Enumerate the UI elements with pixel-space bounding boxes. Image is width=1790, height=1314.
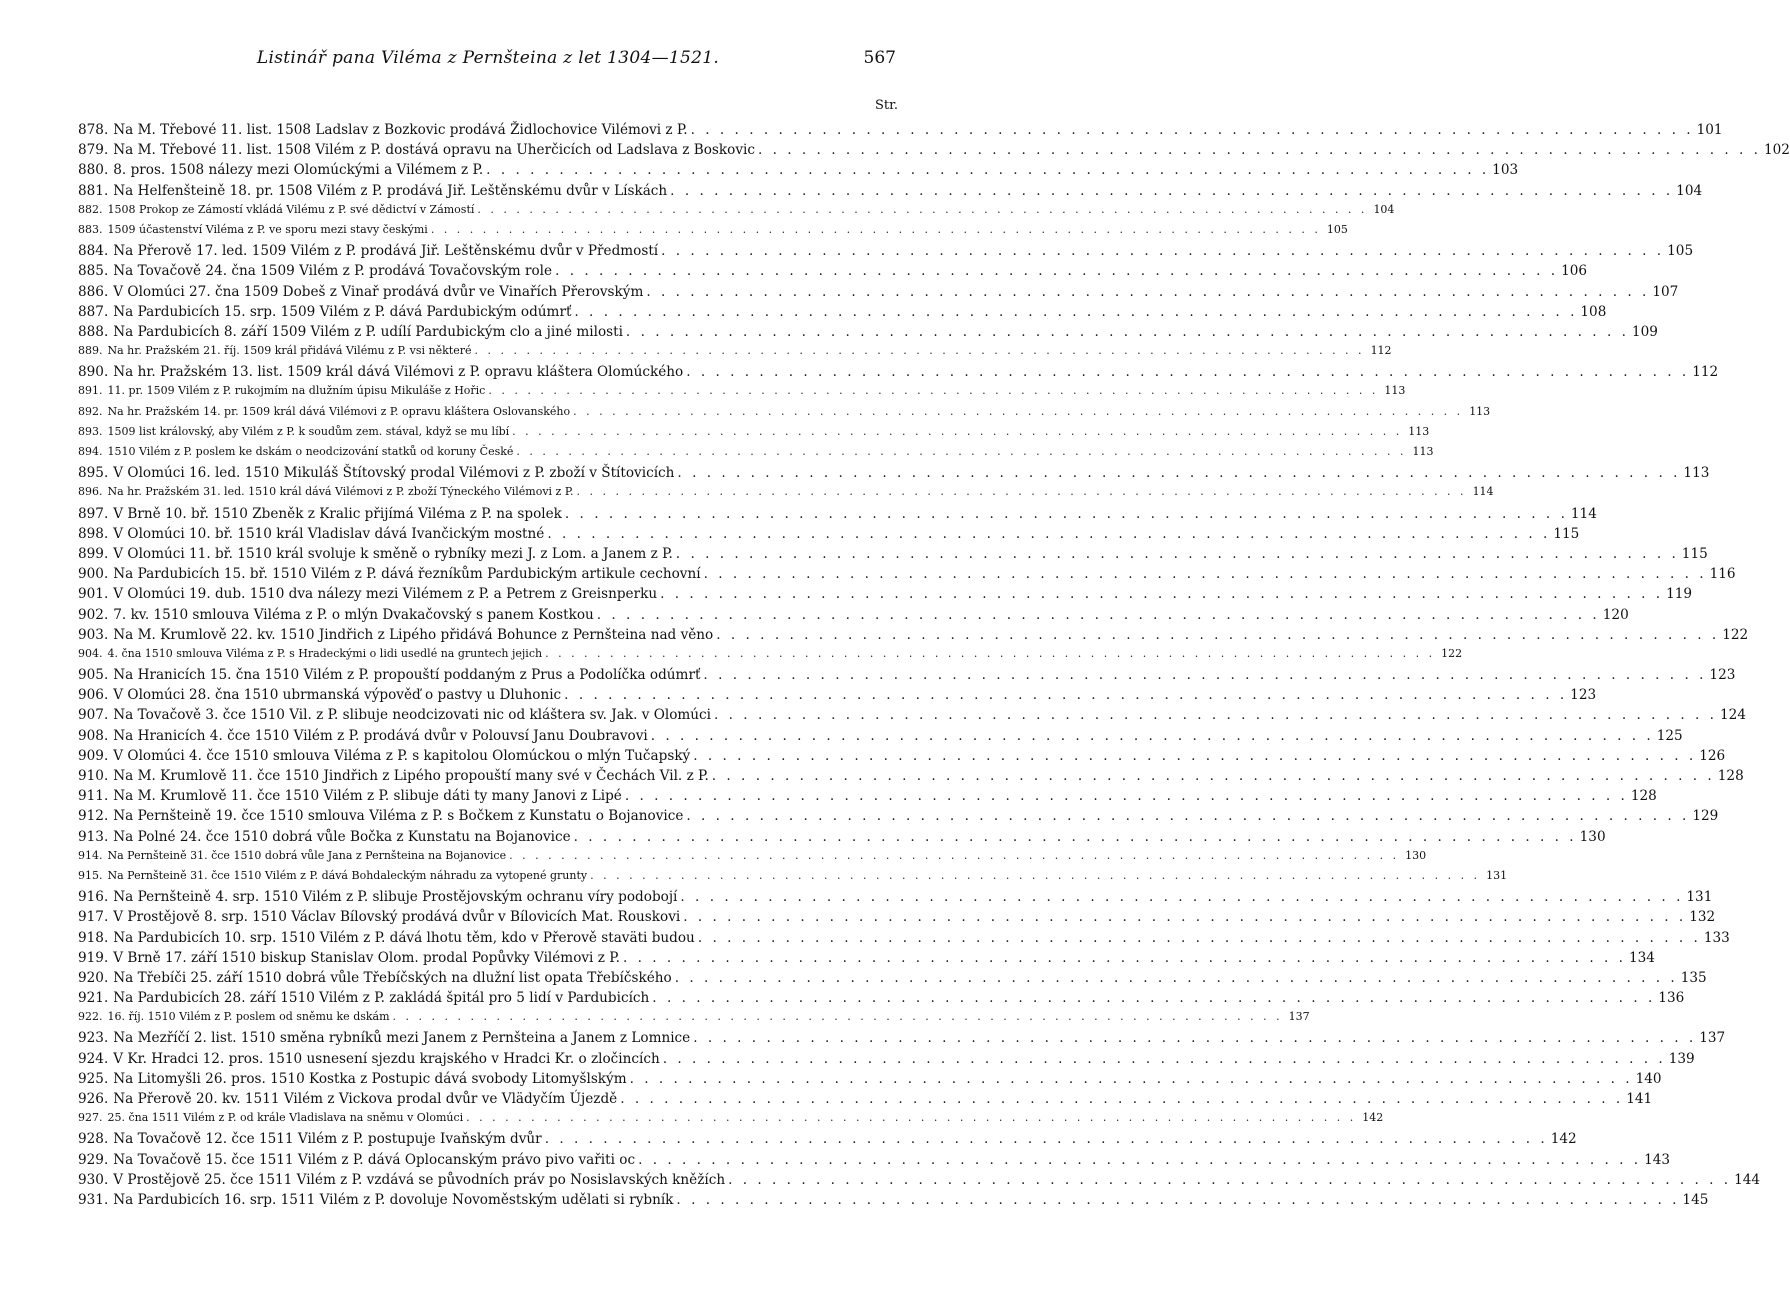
dot-leader [698, 930, 1701, 946]
entry-description: V Olomúci 19. dub. 1510 dva nálezy mezi Vilémem z P. a Petrem z Greisnperku [113, 586, 658, 603]
dot-leader [676, 546, 1679, 562]
toc-entry [78, 445, 1434, 465]
toc-entry [78, 687, 1597, 707]
entry-number: 908. [78, 727, 109, 744]
toc-entry [78, 828, 1606, 849]
entry-description: V Olomúci 4. čce 1510 smlouva Viléma z P. s kapitolou Olomúckou o mlýn Tučapský [113, 747, 691, 764]
entry-page: 104 [1676, 182, 1703, 199]
toc-entry [78, 182, 1703, 203]
dot-leader [512, 425, 1402, 438]
toc-entry [78, 545, 1708, 566]
entry-description: 1509 účastenství Viléma z P. ve sporu mezi stavy českými [107, 222, 428, 236]
entry-page: 114 [1570, 505, 1597, 522]
entry-number: 924. [78, 1050, 109, 1067]
dot-leader [686, 364, 1689, 380]
entry-page: 139 [1668, 1050, 1695, 1067]
toc-entry [78, 727, 1683, 748]
dot-leader [663, 1051, 1666, 1067]
dot-leader [547, 526, 1550, 542]
entry-description: Na Tovačově 3. čce 1510 Vil. z P. slibuje neodcizovati nic od kláštera sv. Jak. v Olomúci [113, 707, 712, 724]
entry-page: 144 [1734, 1171, 1761, 1188]
toc-entry [78, 525, 1580, 546]
toc-entry [78, 243, 1694, 263]
entry-number: 931. [78, 1191, 109, 1208]
entry-number: 911. [78, 788, 109, 805]
dot-leader [477, 203, 1367, 216]
toc-entry [78, 990, 1685, 1010]
dot-leader [573, 405, 1463, 418]
entry-description: Na Pardubicích 16. srp. 1511 Vilém z P. dovoluje Novoměstským udělati si rybník [113, 1191, 674, 1208]
entry-number: 882. [78, 202, 103, 216]
dot-leader [626, 324, 1629, 340]
dot-leader [620, 1091, 1623, 1107]
entry-page: 113 [1469, 404, 1491, 418]
entry-description: Na Třebíči 25. září 1510 dobrá vůle Třebíčských na dlužní list opata Třebíčského [113, 969, 672, 986]
dot-leader [488, 384, 1378, 397]
toc-entry [78, 485, 1494, 505]
toc-entry [78, 142, 1790, 162]
entry-page: 113 [1408, 424, 1430, 438]
dot-leader [565, 506, 1568, 522]
entry-description: Na Mezříčí 2. list. 1510 směna rybníků mezi Janem z Pernšteina a Janem z Lomnice [113, 1030, 691, 1047]
entry-description: 11. pr. 1509 Vilém z P. rukojmím na dlužním úpisu Mikuláše z Hořic [107, 384, 486, 398]
dot-leader [545, 1131, 1548, 1147]
entry-number: 879. [78, 142, 109, 159]
entry-number: 907. [78, 707, 109, 724]
entry-page: 112 [1692, 364, 1719, 381]
toc-entry [78, 202, 1395, 223]
entry-description: Na Tovačově 24. čna 1509 Vilém z P. prodává Tovačovským role [113, 263, 553, 280]
entry-number: 920. [78, 969, 109, 986]
dot-leader [660, 586, 1663, 602]
toc-entry [78, 969, 1707, 990]
toc-entry [78, 1151, 1671, 1172]
toc-entry [78, 889, 1713, 909]
entry-number: 904. [78, 646, 103, 660]
dot-leader [564, 687, 1567, 703]
entry-description: Na Hranicích 15. čna 1510 Vilém z P. propouští poddaným z Prus a Podolíčka odúmrť [113, 667, 701, 684]
entry-page: 142 [1550, 1131, 1577, 1148]
entry-page: 105 [1667, 243, 1694, 260]
toc-entry [78, 949, 1655, 970]
dot-leader [574, 829, 1577, 845]
entry-description: Na Hranicích 4. čce 1510 Vilém z P. prodává dvůr v Polouvsí Janu Doubravovi [113, 727, 648, 744]
toc-entry [78, 788, 1657, 808]
dot-leader [675, 970, 1678, 986]
entry-page: 143 [1644, 1151, 1671, 1168]
entry-description: V Brně 17. září 1510 biskup Stanislav Olom. prodal Popůvky Vilémovi z P. [113, 949, 620, 966]
toc-entry [78, 1010, 1310, 1030]
entry-description: Na M. Třebové 11. list. 1508 Ladslav z Bozkovic prodává Židlochovice Vilémovi z P. [113, 122, 688, 138]
entry-description: Na Helfenšteině 18. pr. 1508 Vilém z P. prodává Jiř. Leštěnskému dvůr v Lískách [113, 182, 668, 199]
entry-page: 105 [1326, 222, 1348, 236]
entry-page: 128 [1717, 768, 1744, 784]
entry-page: 136 [1658, 990, 1685, 1007]
entry-number: 928. [78, 1131, 109, 1148]
dot-leader [577, 485, 1467, 498]
toc-entry [78, 646, 1463, 667]
entry-number: 915. [78, 868, 103, 882]
entry-number: 881. [78, 182, 109, 199]
entry-number: 914. [78, 848, 103, 862]
toc-entry [78, 424, 1430, 445]
dot-leader [590, 869, 1480, 882]
entry-number: 887. [78, 303, 109, 320]
entry-number: 922. [78, 1010, 103, 1024]
dot-leader [677, 465, 1680, 481]
entry-description: V Olomúci 16. led. 1510 Mikuláš Štítovský prodal Vilémovi z P. zboží v Štítovicích [113, 465, 675, 482]
entry-number: 888. [78, 323, 109, 340]
entry-number: 905. [78, 667, 109, 684]
entry-number: 886. [78, 283, 109, 300]
dot-leader [597, 607, 1600, 623]
toc-entry [78, 283, 1679, 304]
entry-number: 894. [78, 445, 103, 458]
dot-leader [714, 707, 1717, 723]
entry-description: 16. říj. 1510 Vilém z P. poslem od sněmu ke dskám [107, 1010, 390, 1024]
entry-number: 906. [78, 687, 109, 704]
entry-number: 903. [78, 626, 109, 643]
entry-page: 113 [1384, 384, 1406, 398]
toc-entry [78, 848, 1427, 869]
entry-number: 890. [78, 364, 109, 381]
entry-number: 896. [78, 485, 103, 499]
entry-description: Na Pernšteině 31. čce 1510 dobrá vůle Jana z Pernšteina na Bojanovice [107, 848, 507, 862]
toc-entry [78, 566, 1736, 586]
dot-leader [693, 1030, 1696, 1046]
entry-description: Na M. Třebové 11. list. 1508 Vilém z P. dostává opravu na Uherčicích od Ladslava z Boskovic [113, 142, 755, 159]
entry-number: 893. [78, 424, 103, 438]
entry-number: 923. [78, 1030, 109, 1047]
dot-leader [703, 667, 1706, 683]
entry-page: 125 [1656, 727, 1683, 744]
entry-description: Na Pernšteině 4. srp. 1510 Vilém z P. slibuje Prostějovským ochranu víry podobojí [113, 889, 678, 906]
toc-entry [78, 162, 1519, 182]
toc-entry [78, 344, 1392, 364]
entry-page: 115 [1681, 545, 1708, 562]
entry-page: 130 [1579, 828, 1606, 845]
toc-entry [78, 303, 1607, 324]
entry-page: 131 [1486, 868, 1508, 882]
toc-entry [78, 909, 1716, 929]
entry-number: 919. [78, 949, 109, 966]
dot-leader [728, 1172, 1731, 1188]
entry-description: Na hr. Pražském 21. říj. 1509 král přidává Vilému z P. vsi některé [107, 344, 472, 358]
entry-description: V Brně 10. bř. 1510 Zbeněk z Kralic přijímá Viléma z P. na spolek [113, 505, 562, 522]
entry-number: 925. [78, 1070, 109, 1087]
entry-description: V Olomúci 27. čna 1509 Dobeš z Vinař prodává dvůr ve Vinařích Přerovským [113, 283, 644, 300]
entry-number: 926. [78, 1091, 109, 1107]
toc-entry [78, 1131, 1577, 1151]
toc-entry [78, 222, 1348, 243]
entry-description: Na Tovačově 15. čce 1511 Vilém z P. dává Oplocanským právo pivo vařiti oc [113, 1151, 636, 1168]
dot-leader [652, 990, 1655, 1006]
entry-description: Na Litomyšli 26. pros. 1510 Kostka z Postupic dává svobody Litomyšlským [113, 1070, 627, 1087]
entry-description: 4. čna 1510 smlouva Viléma z P. s Hradeckými o lidi usedlé na gruntech jejich [107, 646, 543, 660]
entry-description: Na Přerově 20. kv. 1511 Vilém z Vickova prodal dvůr ve Vlädyčím Újezdě [113, 1091, 618, 1107]
entry-page: 113 [1412, 445, 1434, 458]
entry-description: Na M. Krumlově 11. čce 1510 Jindřich z Lipého propouští many své v Čechách Vil. z P. [113, 768, 709, 784]
entry-description: Na hr. Pražském 31. led. 1510 král dává Vilémovi z P. zboží Týneckého Vilémovi z P. [107, 485, 574, 499]
entry-number: 898. [78, 525, 109, 542]
dot-leader [466, 1111, 1356, 1124]
dot-leader [661, 243, 1664, 259]
entry-number: 902. [78, 606, 109, 623]
entry-number: 884. [78, 243, 109, 260]
entry-page: 109 [1631, 323, 1658, 340]
dot-leader [683, 909, 1686, 925]
toc-entry [78, 626, 1749, 647]
dot-leader [545, 647, 1435, 660]
dot-leader [646, 284, 1649, 300]
entry-number: 913. [78, 828, 109, 845]
entry-description: 25. čna 1511 Vilém z P. od krále Vladislava na sněmu v Olomúci [107, 1111, 464, 1125]
toc-entry [78, 606, 1629, 627]
entry-page: 124 [1720, 707, 1746, 724]
entry-page: 104 [1373, 202, 1395, 216]
entry-number: 880. [78, 162, 109, 179]
dot-leader [686, 808, 1689, 824]
entry-page: 123 [1570, 687, 1597, 704]
toc-entry [78, 505, 1597, 526]
entry-page: 134 [1628, 949, 1655, 966]
entry-description: V Olomúci 11. bř. 1510 král svoluje k směně o rybníky mezi J. z Lom. a Janem z P. [113, 545, 673, 562]
dot-leader [651, 728, 1654, 744]
entry-description: Na M. Krumlově 22. kv. 1510 Jindřich z Lipého přidává Bohunce z Pernšteina nad věno [113, 626, 714, 643]
entry-description: 1509 list královský, aby Vilém z P. k soudům zem. stával, když se mu líbí [107, 424, 510, 438]
entry-page: 113 [1683, 465, 1710, 482]
page-header [78, 48, 898, 74]
entry-number: 918. [78, 929, 109, 946]
dot-leader [555, 263, 1558, 279]
toc-entry [78, 1050, 1695, 1071]
entry-number: 891. [78, 384, 103, 398]
toc-entry [78, 1171, 1761, 1192]
entry-number: 930. [78, 1171, 109, 1188]
entry-description: Na Pernšteině 31. čce 1510 Vilém z P. dává Bohdaleckým náhradu za vytopené grunty [107, 868, 588, 882]
entry-description: Na Pardubicích 28. září 1510 Vilém z P. zakládá špitál pro 5 lidí v Pardubicích [113, 990, 650, 1007]
toc-entry [78, 1111, 1384, 1131]
dot-leader [393, 1010, 1283, 1023]
entry-page: 116 [1709, 566, 1736, 583]
toc-entry [78, 122, 1723, 142]
entry-page: 142 [1362, 1111, 1384, 1125]
entry-page: 106 [1561, 263, 1588, 280]
toc-entry [78, 1070, 1662, 1091]
entry-page: 119 [1666, 586, 1693, 603]
dot-leader [516, 445, 1406, 458]
toc-entry [78, 465, 1710, 485]
running-title: Listinář pana Viléma z Pernšteina z let 1304—1521. [256, 48, 720, 68]
dot-leader [716, 627, 1719, 643]
dot-leader [431, 223, 1321, 236]
entry-page: 114 [1472, 485, 1494, 499]
entry-description: V Olomúci 28. čna 1510 ubrmanská výpověď o pastvy u Dluhonic [113, 687, 562, 704]
entry-description: Na hr. Pražském 14. pr. 1509 král dává Vilémovi z P. opravu kláštera Oslovanského [107, 404, 571, 418]
table-of-contents [78, 122, 1790, 1212]
dot-leader [670, 183, 1673, 199]
entry-description: Na Pardubicích 15. srp. 1509 Vilém z P. dává Pardubickým odúmrť [113, 303, 572, 320]
entry-description: Na Pardubicích 15. bř. 1510 Vilém z P. dává řezníkům Pardubickým artikule cechovní [113, 566, 701, 583]
dot-leader [758, 142, 1761, 158]
entry-number: 927. [78, 1111, 103, 1125]
entry-description: 1508 Prokop ze Zámostí vkládá Vilému z P. své dědictví v Zámostí [107, 202, 475, 216]
entry-description: Na M. Krumlově 11. čce 1510 Vilém z P. slibuje dáti ty many Janovi z Lipé [113, 788, 622, 805]
entry-page: 145 [1682, 1191, 1709, 1208]
entry-description: V Prostějově 25. čce 1511 Vilém z P. vzdává se původních práv po Nosislavských kněžích [113, 1171, 726, 1188]
entry-page: 123 [1709, 667, 1736, 684]
entry-description: Na Tovačově 12. čce 1511 Vilém z P. postupuje Ivaňským dvůr [113, 1131, 542, 1148]
page-column-heading: Str. [874, 98, 898, 113]
entry-description: Na Pernšteině 19. čce 1510 smlouva Viléma z P. s Bočkem z Kunstatu o Bojanovice [113, 808, 684, 825]
entry-page: 101 [1696, 122, 1723, 138]
toc-entry [78, 747, 1726, 768]
entry-page: 141 [1626, 1091, 1653, 1107]
entry-number: 878. [78, 122, 109, 138]
entry-page: 128 [1630, 788, 1657, 805]
dot-leader [680, 889, 1683, 905]
entry-description: Na hr. Pražském 13. list. 1509 král dává Vilémovi z P. opravu kláštera Olomúckého [113, 364, 684, 381]
toc-entry [78, 808, 1719, 828]
entry-number: 897. [78, 505, 109, 522]
dot-leader [486, 162, 1489, 178]
entry-page: 122 [1441, 646, 1463, 660]
toc-entry [78, 1091, 1653, 1111]
entry-number: 921. [78, 990, 109, 1007]
entry-number: 899. [78, 545, 109, 562]
entry-number: 901. [78, 586, 109, 603]
entry-page: 137 [1699, 1030, 1726, 1047]
dot-leader [574, 304, 1577, 320]
toc-entry [78, 667, 1736, 687]
dot-leader [638, 1152, 1641, 1168]
entry-number: 929. [78, 1151, 109, 1168]
entry-page: 130 [1405, 848, 1427, 862]
toc-entry [78, 768, 1744, 788]
entry-page: 103 [1492, 162, 1519, 179]
entry-number: 912. [78, 808, 109, 825]
entry-number: 883. [78, 222, 103, 236]
toc-entry [78, 868, 1508, 889]
entry-page: 126 [1699, 747, 1726, 764]
dot-leader [625, 788, 1628, 804]
entry-number: 895. [78, 465, 109, 482]
entry-description: 1510 Vilém z P. poslem ke dskám o neodcizování statků od koruny České [107, 445, 514, 458]
entry-number: 909. [78, 747, 109, 764]
entry-page: 129 [1692, 808, 1719, 825]
entry-description: Na Pardubicích 8. září 1509 Vilém z P. udílí Pardubickým clo a jiné milosti [113, 323, 623, 340]
entry-number: 885. [78, 263, 109, 280]
entry-number: 916. [78, 889, 109, 906]
dot-leader [693, 748, 1696, 764]
dot-leader [676, 1192, 1679, 1208]
toc-entry [78, 364, 1719, 384]
entry-description: Na Pardubicích 10. srp. 1510 Vilém z P. dává lhotu těm, kdo v Přerově staväti budou [113, 929, 695, 946]
entry-page: 137 [1288, 1010, 1310, 1024]
toc-entry [78, 404, 1491, 425]
toc-entry [78, 707, 1746, 727]
dot-leader [475, 344, 1365, 357]
toc-entry [78, 323, 1658, 344]
entry-page: 131 [1686, 889, 1713, 906]
entry-page: 102 [1763, 142, 1790, 159]
entry-description: V Olomúci 10. bř. 1510 král Vladislav dává Ivančickým mostné [113, 525, 545, 542]
entry-description: Na Přerově 17. led. 1509 Vilém z P. prodává Jiř. Leštěnskému dvůr v Předmostí [113, 243, 659, 260]
entry-number: 892. [78, 404, 103, 418]
entry-page: 120 [1602, 606, 1629, 623]
dot-leader [691, 122, 1694, 138]
entry-description: 8. pros. 1508 nálezy mezi Olomúckými a Vilémem z P. [113, 162, 484, 179]
toc-entry [78, 263, 1588, 283]
entry-page: 115 [1553, 525, 1580, 542]
entry-page: 133 [1703, 929, 1730, 946]
dot-leader [623, 950, 1626, 966]
page-number: 567 [863, 48, 896, 68]
dot-leader [712, 768, 1715, 784]
entry-page: 122 [1722, 626, 1749, 643]
entry-description: 7. kv. 1510 smlouva Viléma z P. o mlýn Dvakačovský s panem Kostkou [113, 606, 594, 623]
entry-page: 140 [1635, 1070, 1662, 1087]
entry-page: 112 [1370, 344, 1392, 358]
toc-entry [78, 1030, 1726, 1050]
toc-entry [78, 1191, 1709, 1212]
entry-number: 910. [78, 768, 109, 784]
entry-number: 917. [78, 909, 109, 926]
dot-leader [630, 1071, 1633, 1087]
entry-description: V Kr. Hradci 12. pros. 1510 usnesení sjezdu krajského v Hradci Kr. o zločincích [113, 1050, 660, 1067]
entry-page: 135 [1680, 969, 1707, 986]
toc-entry [78, 586, 1693, 606]
entry-number: 900. [78, 566, 109, 583]
toc-entry [78, 384, 1406, 404]
entry-page: 107 [1652, 283, 1679, 300]
entry-description: Na Polné 24. čce 1510 dobrá vůle Bočka z Kunstatu na Bojanovice [113, 828, 571, 845]
entry-description: V Prostějově 8. srp. 1510 Václav Bílovský prodává dvůr v Bílovicích Mat. Rouskovi [113, 909, 681, 926]
toc-entry [78, 929, 1730, 950]
entry-page: 108 [1580, 303, 1607, 320]
dot-leader [704, 566, 1707, 582]
dot-leader [509, 849, 1399, 862]
entry-number: 889. [78, 344, 103, 358]
entry-page: 132 [1689, 909, 1716, 926]
